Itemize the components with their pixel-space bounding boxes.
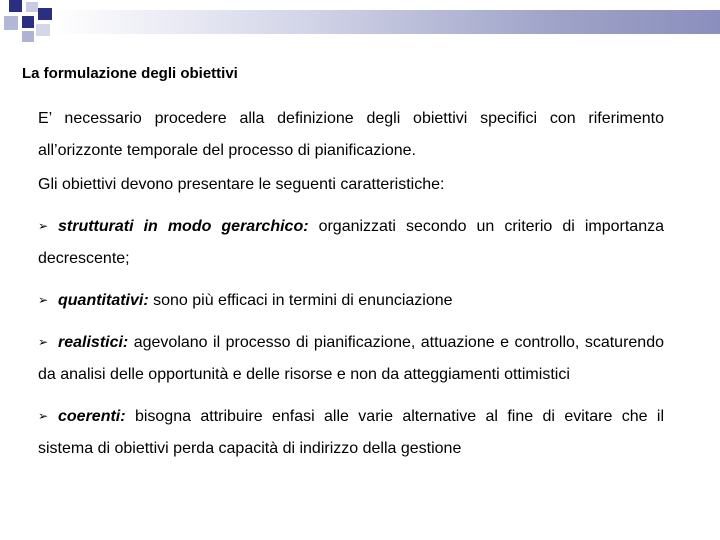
arrow-bullet-icon: ➢	[38, 409, 49, 423]
decor-square	[26, 2, 38, 12]
decor-square	[4, 16, 18, 30]
bullet-text: bisogna attribuire enfasi alle varie alternative al fine di evitare che il sistema di obiettivi perda capacità di indirizzo della gestione	[38, 408, 664, 457]
bullet-text: organizzati secondo un criterio di importanza decrescente;	[38, 218, 664, 267]
decor-square	[36, 24, 50, 36]
slide-body	[38, 103, 664, 474]
bullet-item	[38, 210, 664, 275]
bullet-term: realistici:	[58, 334, 129, 351]
bullet-item	[38, 326, 664, 391]
bullet-text: agevolano il processo di pianificazione, attuazione e controllo, scaturendo da analisi delle opportunità e delle risorse e non da atteggiamenti ottimistici	[38, 334, 664, 383]
bullet-item	[38, 400, 664, 465]
arrow-bullet-icon: ➢	[38, 335, 49, 349]
bullet-term: coerenti:	[58, 408, 126, 425]
bullet-text: sono più efficaci in termini di enunciazione	[148, 292, 453, 309]
decor-square	[38, 8, 52, 20]
arrow-bullet-icon: ➢	[38, 293, 49, 307]
intro-paragraph: E’ necessario procedere alla definizione degli obiettivi specifici con riferimento all’orizzonte temporale del processo di pianificazione.	[38, 110, 664, 159]
arrow-bullet-icon: ➢	[38, 219, 49, 233]
bullet-term: quantitativi:	[58, 292, 149, 309]
intro-paragraph: Gli obiettivi devono presentare le seguenti caratteristiche:	[38, 176, 445, 193]
header-gradient-bar	[52, 10, 720, 34]
slide-title: La formulazione degli obiettivi	[22, 65, 238, 82]
decor-square	[9, 0, 22, 12]
decor-square	[22, 16, 34, 28]
decor-square	[22, 31, 34, 42]
bullet-term: strutturati in modo gerarchico:	[58, 218, 309, 235]
bullet-item	[38, 284, 664, 317]
